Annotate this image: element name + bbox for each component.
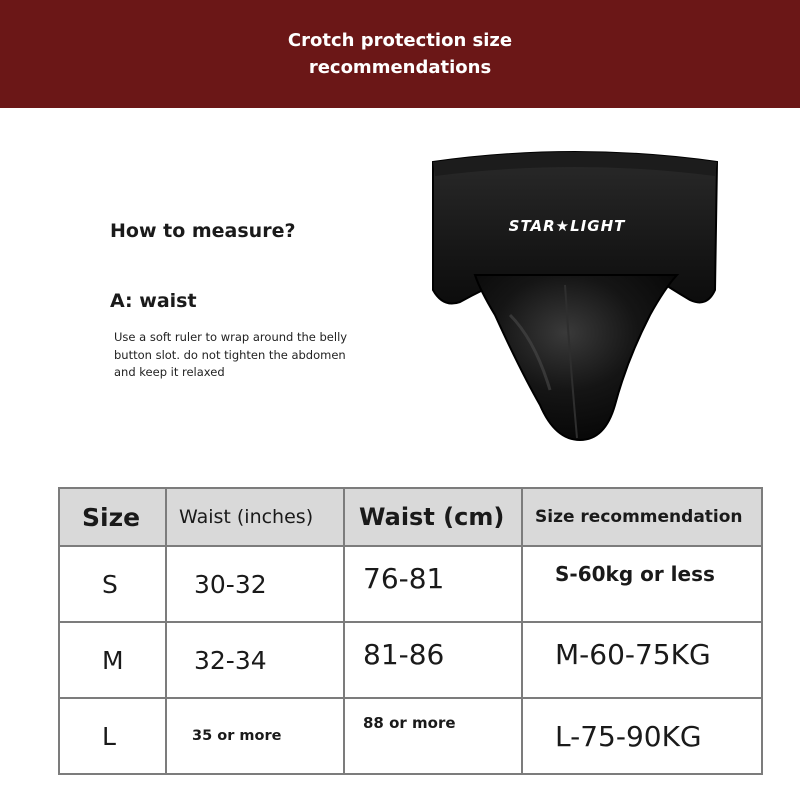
protective-cup [475,275,677,440]
size-cell: S [59,546,166,622]
waist-inches-cell: 30-32 [166,546,344,622]
waist-cm-cell: 76-81 [344,546,522,622]
waist-description: Use a soft ruler to wrap around the belly button slot. do not tighten the abdomen and keep it relaxed [114,330,348,379]
page-title-line-2: recommendations [308,57,492,78]
size-cell: M [59,622,166,698]
recommendation-cell: M-60-75KG [522,622,762,698]
header-waist-inches: Waist (inches) [166,488,344,546]
recommendation-cell: S-60kg or less [522,546,762,622]
waist-inches-cell: 35 or more [166,698,344,774]
groin-guard-illustration [415,140,735,445]
page-title-line-1: Crotch protection size [287,30,513,51]
waist-heading: A: waist [110,290,197,312]
table-row [59,622,762,698]
table-row [59,698,762,774]
table-row [59,546,762,622]
header-waist-cm: Waist (cm) [344,488,522,546]
recommendation-cell: L-75-90KG [522,698,762,774]
measure-heading: How to measure? [110,220,296,242]
size-cell: L [59,698,166,774]
waist-cm-cell: 81-86 [344,622,522,698]
waist-inches-cell: 32-34 [166,622,344,698]
waist-cm-cell: 88 or more [344,698,522,774]
product-image [415,140,735,445]
title-banner [0,0,800,108]
header-size-recommendation: Size recommendation [522,488,762,546]
header-size: Size [59,488,166,546]
size-table [58,487,763,775]
table-header-row [59,488,762,546]
brand-logo: STAR★LIGHT [508,217,626,235]
